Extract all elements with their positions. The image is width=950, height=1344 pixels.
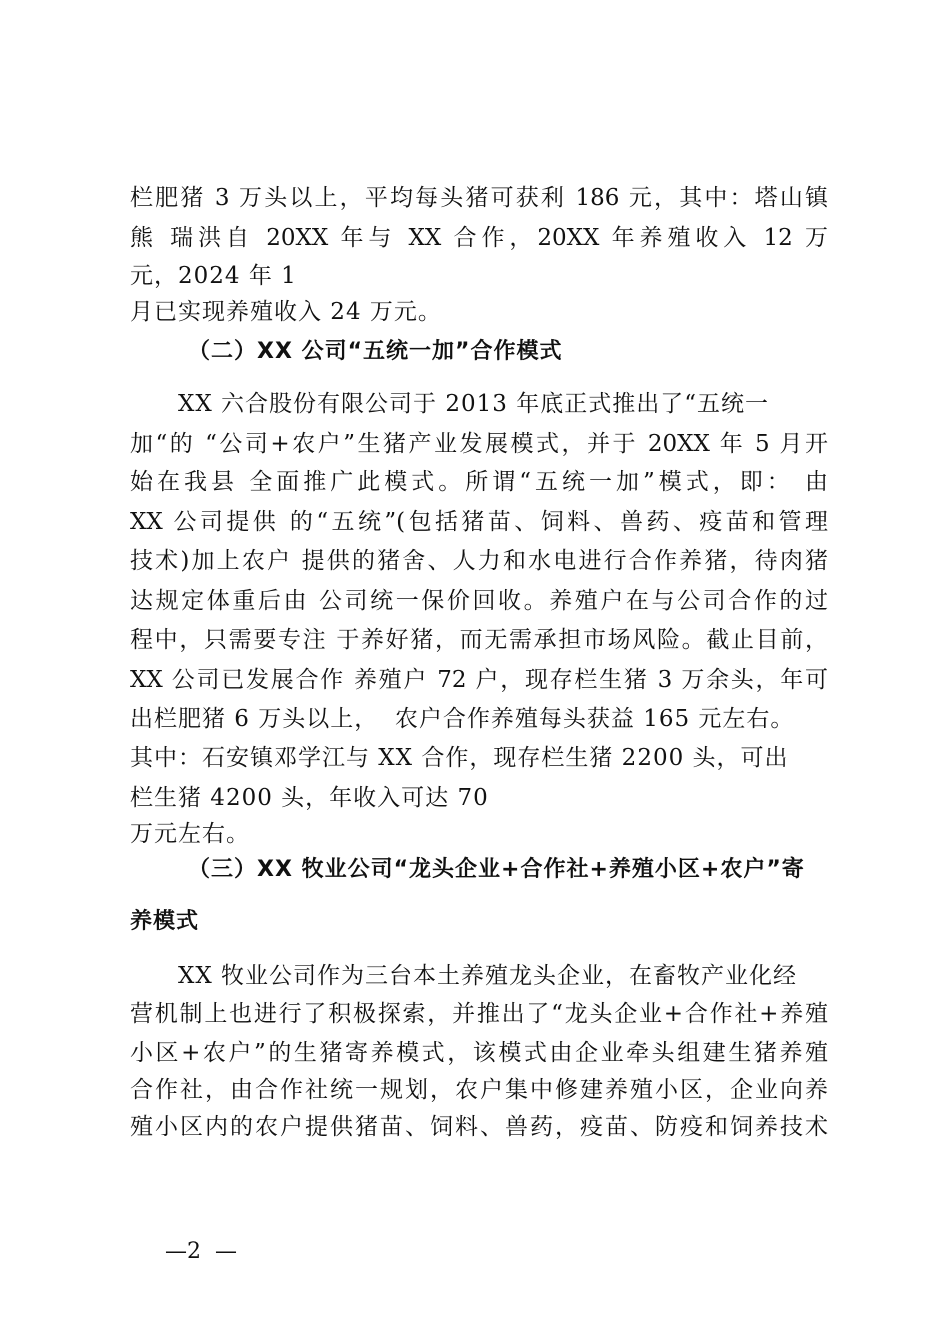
paragraph-line: XX 牧业公司作为三台本土养殖龙头企业，在畜牧产业化经 [178, 963, 798, 989]
paragraph-line: 技术)加上农户 提供的猪舍、人力和水电进行合作养猪，待肉猪 [130, 548, 828, 574]
paragraph-line: 栏生猪 4200 头，年收入可达 70 [130, 785, 489, 811]
paragraph-line: 始在我县 全面推广此模式。所谓“五统一加”模式，即： 由 [130, 469, 828, 495]
section-heading-3: （三）XX 牧业公司“龙头企业+合作社+养殖小区+农户”寄 [188, 857, 805, 882]
paragraph-line: 月已实现养殖收入 24 万元。 [130, 299, 442, 325]
paragraph-line: 殖小区内的农户提供猪苗、饲料、兽药，疫苗、防疫和饲养技术 [130, 1114, 828, 1140]
paragraph-line: XX 公司提供 的“五统”(包括猪苗、饲料、兽药、疫苗和管理 [130, 509, 828, 535]
paragraph-line: 达规定体重后由 公司统一保价回收。养殖户在与公司合作的过 [130, 588, 828, 614]
page-number: —2 — [165, 1239, 237, 1264]
paragraph-line: 万元左右。 [130, 821, 250, 847]
paragraph-line: 合作社，由合作社统一规划，农户集中修建养殖小区，企业向养 [130, 1077, 828, 1103]
paragraph-line: 栏肥猪 3 万头以上，平均每头猪可获利 186 元，其中：塔山镇 [130, 185, 828, 211]
section-heading-3-cont: 养模式 [130, 909, 200, 934]
paragraph-line: 营机制上也进行了积极探索，并推出了“龙头企业+合作社+养殖 [130, 1001, 828, 1027]
paragraph-line: 元，2024 年 1 [130, 263, 297, 289]
paragraph-line: 出栏肥猪 6 万头以上， 农户合作养殖每头获益 165 元左右。 [130, 706, 795, 732]
section-heading-2: （二）XX 公司“五统一加”合作模式 [188, 339, 563, 364]
paragraph-line: 熊 瑞洪自 20XX 年与 XX 合作，20XX 年养殖收入 12 万 [130, 225, 828, 251]
paragraph-line: 程中，只需要专注 于养好猪，而无需承担市场风险。截止目前， [130, 627, 828, 653]
paragraph-line: 小区+农户”的生猪寄养模式，该模式由企业牵头组建生猪养殖 [130, 1040, 828, 1066]
paragraph-line: 其中：石安镇邓学江与 XX 合作，现存栏生猪 2200 头，可出 [130, 745, 789, 771]
paragraph-line: 加“的 “公司+农户”生猪产业发展模式，并于 20XX 年 5 月开 [130, 431, 828, 457]
paragraph-line: XX 六合股份有限公司于 2013 年底正式推出了“五统一 [178, 391, 769, 417]
paragraph-line: XX 公司已发展合作 养殖户 72 户，现存栏生猪 3 万余头，年可 [130, 667, 828, 693]
